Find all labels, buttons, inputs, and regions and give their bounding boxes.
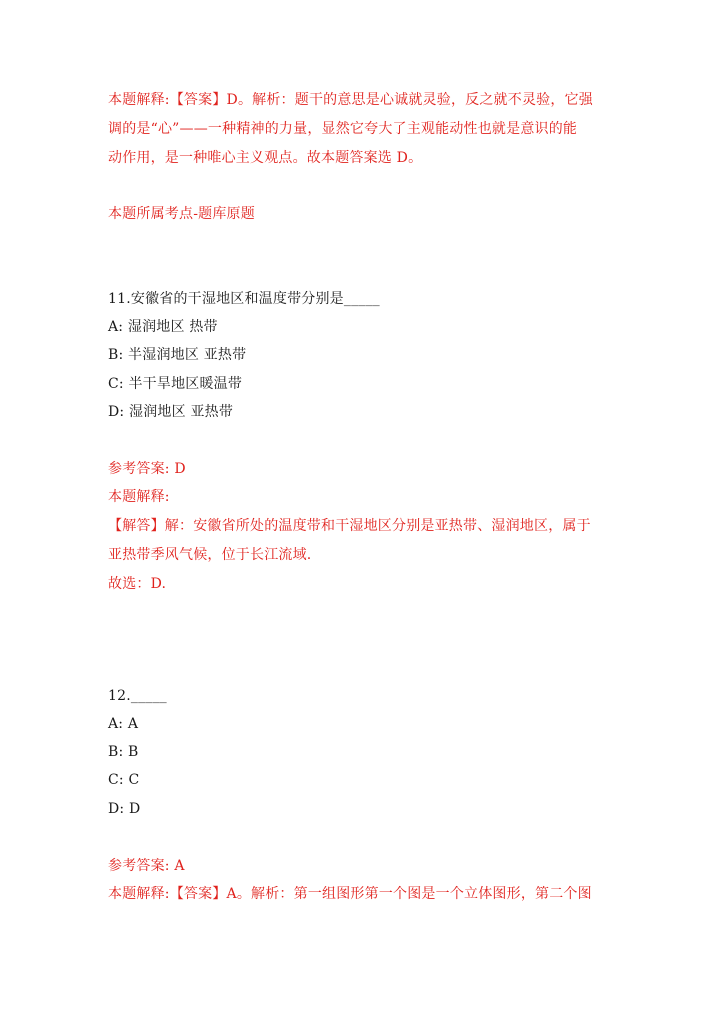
- question-11-stem: 11.安徽省的干湿地区和温度带分别是_____: [108, 291, 380, 307]
- question-11-option-a: A: 湿润地区 热带: [108, 319, 218, 335]
- question-11-explanation-line-1: 【解答】解：安徽省所处的温度带和干湿地区分别是亚热带、湿润地区，属于: [108, 518, 591, 534]
- question-11-answer: 参考答案: D: [108, 461, 186, 477]
- question-11-conclusion: 故选：D.: [108, 576, 167, 592]
- explanation-q10-line-3: 动作用，是一种唯心主义观点。故本题答案选 D。: [108, 150, 423, 166]
- question-11-explanation-line-2: 亚热带季风气候，位于长江流域.: [108, 547, 312, 563]
- explanation-q10-topic: 本题所属考点-题库原题: [108, 206, 255, 222]
- question-12-option-c: C: C: [108, 772, 140, 788]
- question-12-option-d: D: D: [108, 801, 141, 817]
- question-12-option-b: B: B: [108, 744, 139, 760]
- explanation-q10-line-1: 本题解释:【答案】D。解析：题干的意思是心诚就灵验，反之就不灵验，它强: [108, 92, 593, 108]
- question-12-option-a: A: A: [108, 716, 139, 732]
- question-11-option-c: C: 半干旱地区暖温带: [108, 376, 243, 392]
- question-11-explanation-label: 本题解释:: [108, 489, 170, 505]
- question-12-stem: 12._____: [108, 688, 167, 704]
- question-11-option-d: D: 湿润地区 亚热带: [108, 404, 234, 420]
- question-12-answer: 参考答案: A: [108, 858, 185, 874]
- question-11-option-b: B: 半湿润地区 亚热带: [108, 347, 247, 363]
- explanation-q10-line-2: 调的是“心”——一种精神的力量，显然它夸大了主观能动性也就是意识的能: [108, 121, 578, 137]
- question-12-explanation-line-1: 本题解释:【答案】A。解析：第一组图形第一个图是一个立体图形，第二个图: [108, 886, 592, 902]
